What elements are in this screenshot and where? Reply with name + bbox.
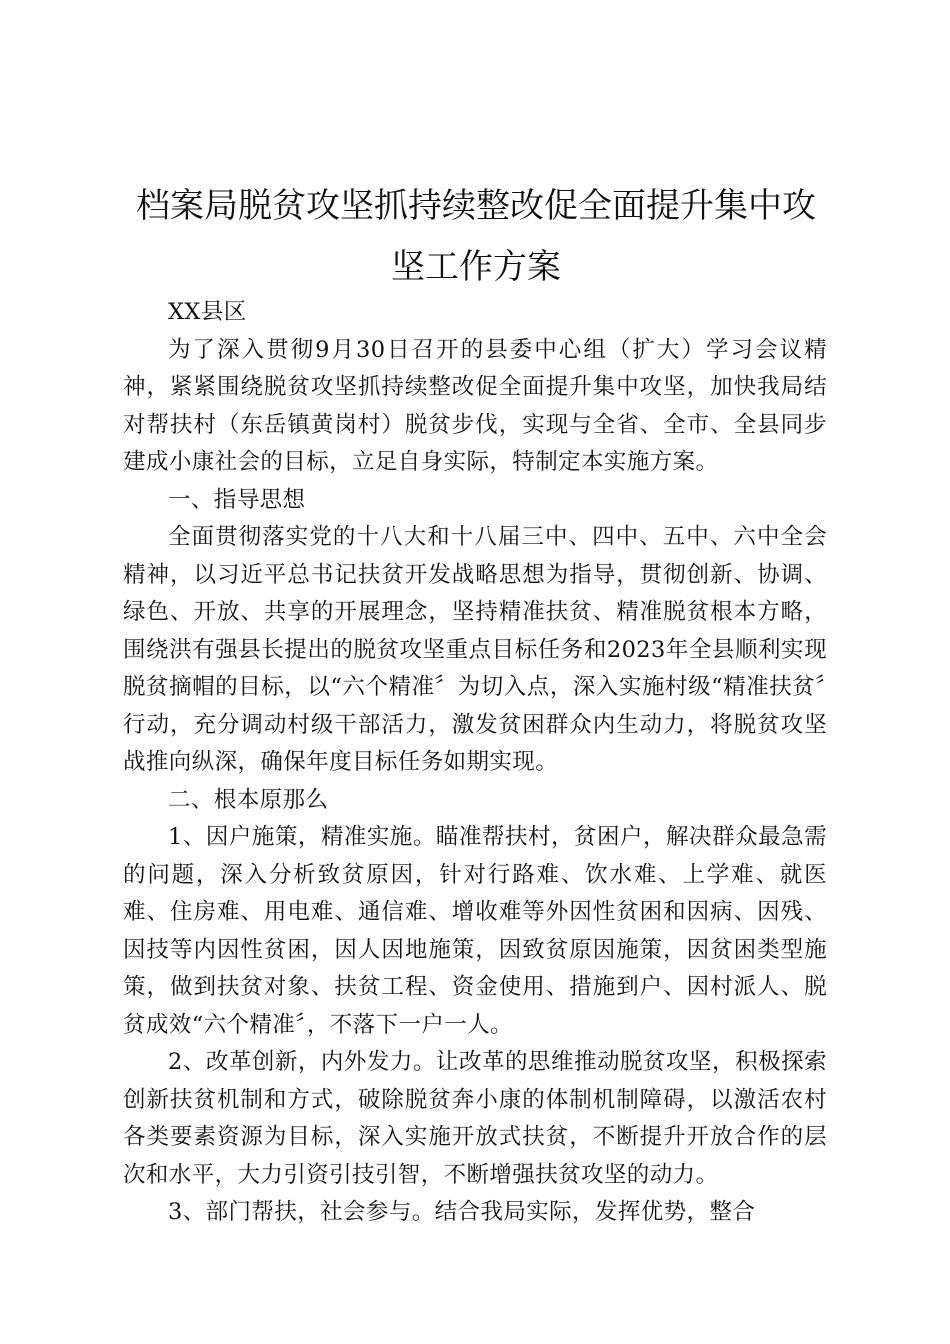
principle-2-paragraph: 2、改革创新，内外发力。让改革的思维推动脱贫攻坚，积极探索创新扶贫机制和方式，破除脱贫奔小康的体制机制障碍，以激活农村各类要素资源为目标，深入实施开放式扶贫，不断提升开放合作的层次和水平，大力引资引技引智，不断增强扶贫攻坚的动力。 [123, 1049, 827, 1188]
document-title-line-2: 坚工作方案 [391, 247, 561, 287]
section-heading-principles: 二、根本原那么 [168, 786, 329, 813]
principle-1-paragraph: 1、因户施策，精准实施。瞄准帮扶村，贫困户，解决群众最急需的问题，深入分析致贫原因，针对行路难、饮水难、上学难、就医难、住房难、用电难、通信难、增收难等外因性贫困和因病、因残、因技等内因性贫困，因人因地施策，因致贫原因施策，因贫困类型施策，做到扶贫对象、扶贫工程、资金使用、措施到户、因村派人、脱贫成效“六个精准〞，不落下一户一人。 [123, 824, 827, 1038]
guiding-thought-paragraph: 全面贯彻落实党的十八大和十八届三中、四中、五中、六中全会精神，以习近平总书记扶贫开发战略思想为指导，贯彻创新、协调、绿色、开放、共享的开展理念，坚持精准扶贫、精准脱贫根本方略，围绕洪有强县长提出的脱贫攻坚重点目标任务和2023年全县顺利实现脱贫摘帽的目标，以“六个精准〞为切入点，深入实施村级“精准扶贫〞行动，充分调动村级干部活力，激发贫困群众内生动力，将脱贫攻坚战推向纵深，确保年度目标任务如期实现。 [123, 524, 827, 775]
intro-paragraph: 为了深入贯彻9月30日召开的县委中心组（扩大）学习会议精神，紧紧围绕脱贫攻坚抓持续整改促全面提升集中攻坚，加快我局结对帮扶村（东岳镇黄岗村）脱贫步伐，实现与全省、全市、全县同步建成小康社会的目标，立足自身实际，特制定本实施方案。 [123, 336, 827, 475]
region-line: XX县区 [168, 299, 247, 325]
document-title-line-1: 档案局脱贫攻坚抓持续整改促全面提升集中攻 [136, 186, 816, 226]
document-body [123, 294, 827, 1232]
principle-3-paragraph: 3、部门帮扶，社会参与。结合我局实际，发挥优势，整合 [168, 1199, 756, 1225]
section-heading-guiding-thought: 一、指导思想 [168, 486, 306, 513]
